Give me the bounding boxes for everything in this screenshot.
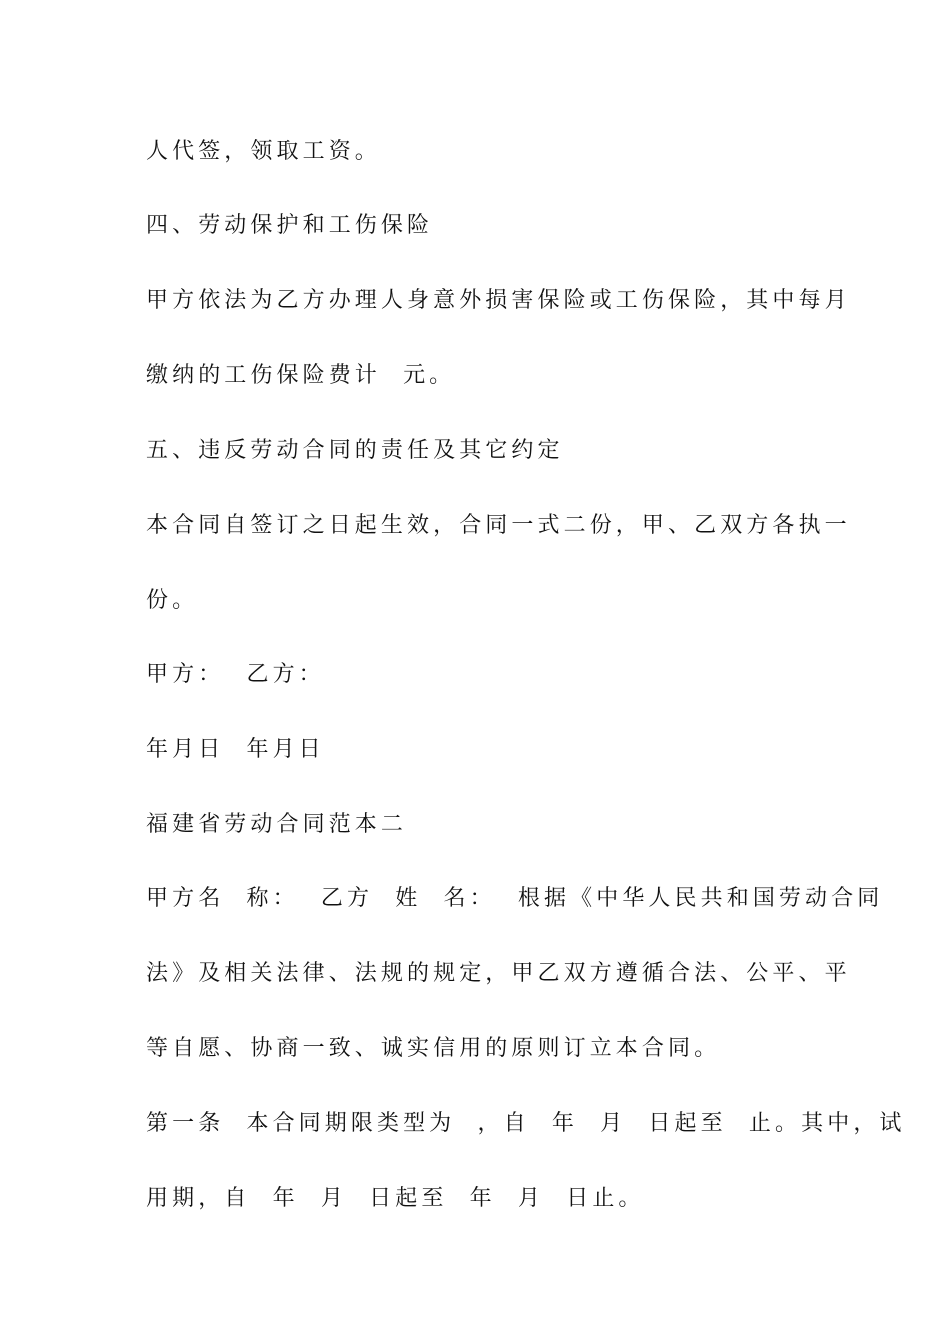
text-line-4: 缴纳的工伤保险费计 元。	[146, 363, 456, 388]
text-line-14: 第一条 本合同期限类型为 ，自 年 月 日起至 止。其中，试	[146, 1111, 906, 1136]
signature-parties-line: 甲方： 乙方：	[146, 662, 325, 687]
text-line-3: 甲方依法为乙方办理人身意外损害保险或工伤保险，其中每月	[146, 288, 851, 313]
text-line-7: 份。	[146, 588, 199, 613]
section-heading-5: 五、违反劳动合同的责任及其它约定	[146, 438, 564, 463]
text-line-15: 用期，自 年 月 日起至 年 月 日止。	[146, 1186, 645, 1211]
text-line-11: 甲方名 称： 乙方 姓 名： 根据《中华人民共和国劳动合同	[146, 886, 884, 911]
signature-date-line: 年月日 年月日	[146, 737, 325, 762]
text-line-12: 法》及相关法律、法规的规定，甲乙双方遵循合法、公平、平	[146, 961, 851, 986]
text-line-6: 本合同自签订之日起生效，合同一式二份，甲、乙双方各执一	[146, 513, 851, 538]
contract-title: 福建省劳动合同范本二	[146, 812, 408, 837]
text-line-1: 人代签，领取工资。	[146, 139, 381, 164]
section-heading-4: 四、劳动保护和工伤保险	[146, 213, 434, 238]
text-line-13: 等自愿、协商一致、诚实信用的原则订立本合同。	[146, 1036, 721, 1061]
